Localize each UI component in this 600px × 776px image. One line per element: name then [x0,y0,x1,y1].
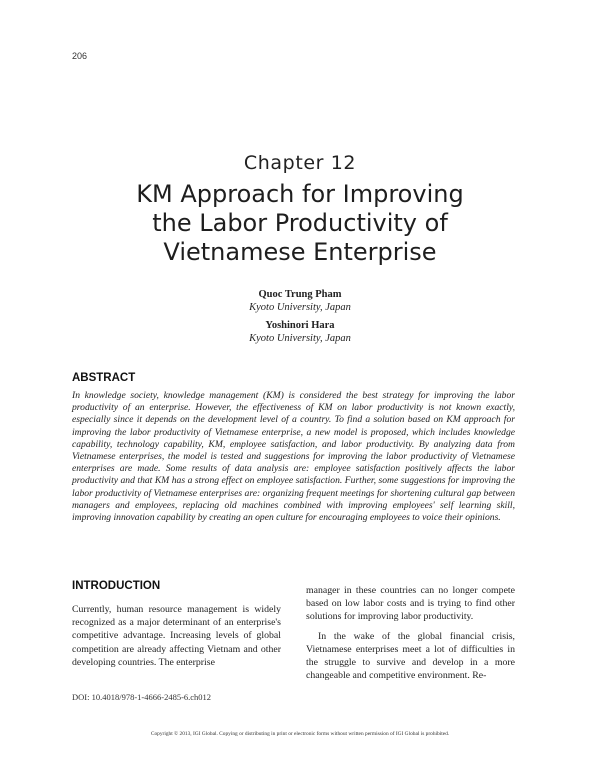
chapter-label: Chapter 12 [243,152,357,174]
intro-paragraph: manager in these countries can no longer compete based on low labor costs and is trying to find other solutions for improving labor productivity. [306,585,515,623]
doi: DOI: 10.4018/978-1-4666-2485-6.ch012 [72,692,212,702]
author-name: Yoshinori Hara [265,320,335,331]
title-line: Vietnamese Enterprise [163,238,437,266]
intro-paragraph: Currently, human resource management is widely recognized as a major determinant of an enterprise's competitive advantage. Increasing levels of global competition are already affecting Vietnam and other developing countries. The enterprise [72,604,281,668]
page-number: 206 [72,51,88,61]
author-block [0,319,600,345]
copyright-notice: Copyright © 2013, IGI Global. Copying or distributing in print or electronic forms without written permission of IGI Global is prohibited. [150,731,450,737]
introduction-heading: INTRODUCTION [72,580,161,592]
chapter-title [60,180,540,267]
abstract-text: In knowledge society, knowledge management (KM) is considered the best strategy for improving the labor productivity of an enterprise. However, the effectiveness of KM on labor productivity is not known exactly, especially since it depends on the development level of a country. To find a solution based on KM approach for improving the labor productivity of Vietnamese enterprise, a new model is proposed, which includes knowledge capability, technology capability, KM, employee satisfaction, and labor productivity. By analyzing data from Vietnamese enterprises, the model is tested and suggestions for improving the labor productivity of Vietnamese enterprises are made. Some results of data analysis are: employee satisfaction positively affects the labor productivity and that KM has a strong effect on employee satisfaction. Further, some suggestions for improving the labor productivity of Vietnamese enterprises are: organizing frequent meetings for shortening cultural gap between managers and employees, replacing old machines combined with improving employees' self learning skill, improving innovation capability by creating an open culture for encouraging employees to voice their opinions. [72,390,515,524]
author-affiliation: Kyoto University, Japan [249,302,351,313]
intro-paragraph: In the wake of the global financial crisis, Vietnamese enterprises meet a lot of difficulties in the struggle to survive and develop in a more changeable and competitive environment. Re- [306,630,515,682]
abstract-heading: ABSTRACT [72,372,136,384]
right-column [306,584,515,682]
title-line: the Labor Productivity of [152,209,448,237]
author-block [0,288,600,314]
author-name: Quoc Trung Pham [258,289,342,300]
author-affiliation: Kyoto University, Japan [249,333,351,344]
left-column [72,603,281,669]
title-line: KM Approach for Improving [136,180,464,208]
